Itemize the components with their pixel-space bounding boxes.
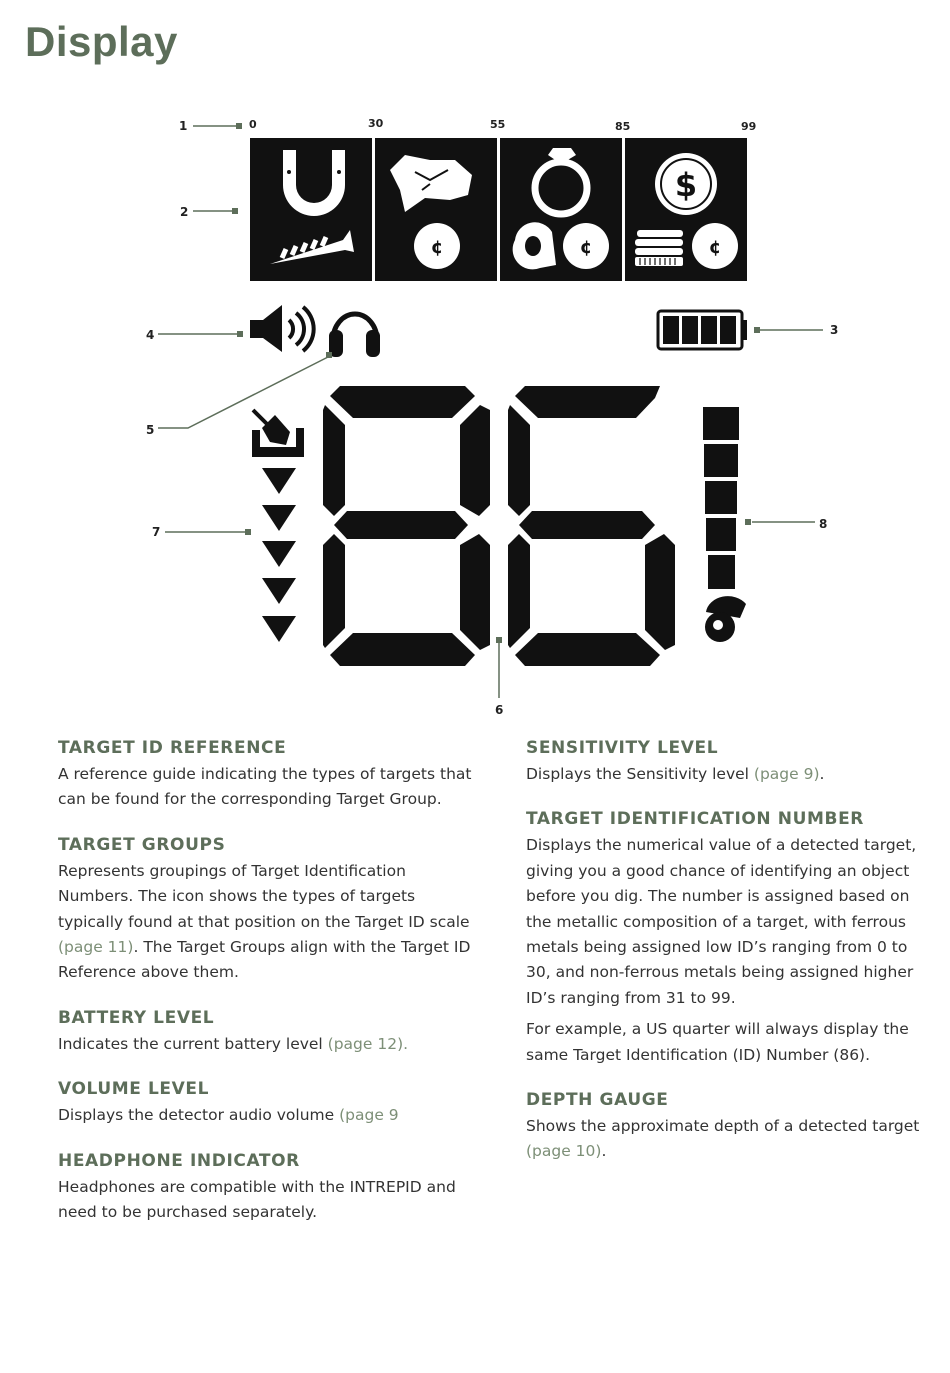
- dollar-coin-icon: [655, 153, 717, 215]
- callout-8: 8: [819, 517, 828, 531]
- section-body: Headphones are compatible with the INTREPID and need to be purchased separately.: [58, 1177, 456, 1222]
- svg-text:$: $: [674, 166, 698, 204]
- page-title: Display: [25, 18, 178, 65]
- sensitivity-arrow-1: [262, 468, 296, 494]
- depth-bar-3: [705, 481, 737, 514]
- digit-8: [323, 386, 490, 666]
- sensitivity-arrow-5: [262, 616, 296, 642]
- headphones-icon: [329, 314, 380, 357]
- section-body: Displays the detector audio volume (page 9: [58, 1106, 399, 1125]
- target-groups: [250, 138, 747, 281]
- right-description-column: [526, 738, 926, 1187]
- section-heading: BATTERY LEVEL: [58, 1007, 215, 1028]
- page-link[interactable]: (page 9): [753, 765, 820, 783]
- callout-6: 6: [495, 703, 504, 717]
- depth-bar-1: [703, 407, 739, 440]
- scale-tick-55: 55: [490, 118, 506, 131]
- section-target-identification-number: [526, 809, 926, 1068]
- svg-text:¢: ¢: [430, 237, 444, 258]
- sensitivity-arrow-4: [262, 578, 296, 604]
- sensitivity-arrow-2: [262, 505, 296, 531]
- depth-gauge: [703, 407, 746, 642]
- scale-tick-0: 0: [249, 118, 257, 131]
- section-heading: HEADPHONE INDICATOR: [58, 1150, 300, 1171]
- sensitivity-level-arrows: [262, 468, 296, 642]
- coin-icon: [414, 223, 460, 269]
- section-heading: SENSITIVITY LEVEL: [526, 738, 719, 758]
- digit-6: [508, 386, 675, 666]
- section-depth-gauge: [526, 1090, 926, 1165]
- callout-1: 1: [179, 119, 188, 133]
- coin-icon: [692, 223, 738, 269]
- section-battery-level: [58, 1008, 478, 1057]
- section-body: Represents groupings of Target Identification Numbers. The icon shows the types of targets typically found at that position on the Target ID scale (page 11). The Target Groups align with the Target ID Reference above them.: [58, 861, 471, 982]
- section-body: A reference guide indicating the types of targets that can be found for the corresponding Target Group.: [58, 765, 472, 809]
- section-body-example: For example, a US quarter will always display the same Target Identification (ID) Number (86).: [526, 1020, 909, 1064]
- section-heading: TARGET GROUPS: [58, 834, 226, 855]
- callout-5: 5: [146, 423, 155, 437]
- section-body: Displays the Sensitivity level (page 9).: [526, 765, 825, 783]
- callout-2: 2: [180, 205, 189, 219]
- section-heading: DEPTH GAUGE: [526, 1090, 669, 1111]
- coin-stack-icon: [635, 230, 683, 266]
- section-volume-level: [58, 1079, 478, 1128]
- page-link[interactable]: (page 12).: [327, 1034, 409, 1053]
- section-heading: TARGET IDENTIFICATION NUMBER: [526, 809, 864, 830]
- scale-tick-85: 85: [615, 120, 631, 133]
- scale-tick-99: 99: [741, 120, 757, 133]
- depth-object-icon: [705, 596, 746, 642]
- target-id-number-digits: [323, 386, 675, 666]
- battery-icon: [658, 311, 747, 349]
- section-body: Indicates the current battery level (page 12).: [58, 1034, 409, 1053]
- depth-bar-4: [706, 518, 736, 551]
- page-link[interactable]: (page 11): [58, 938, 134, 957]
- page-link[interactable]: (page 9: [339, 1106, 399, 1125]
- depth-bar-5: [708, 555, 735, 589]
- svg-text:¢: ¢: [579, 237, 593, 258]
- sensitivity-arrow-3: [262, 541, 296, 567]
- section-heading: VOLUME LEVEL: [58, 1079, 210, 1100]
- section-sensitivity-level: [526, 738, 926, 787]
- callout-4: 4: [146, 328, 155, 342]
- section-headphone-indicator: [58, 1151, 478, 1226]
- coin-icon: [563, 223, 609, 269]
- callout-3: 3: [830, 323, 839, 337]
- shovel-icon: [252, 410, 304, 457]
- section-body: Displays the numerical value of a detected target, giving you a good chance of identifying an object before you dig. The number is assigned based on the metallic composition of a target, with ferrous metals being assigned low ID’s ranging from 0 to 30, and non-ferrous metals being assigned higher ID’s ranging from 31 to 99.: [526, 836, 917, 1007]
- callout-7: 7: [152, 525, 161, 539]
- page-link[interactable]: (page 10): [526, 1142, 602, 1161]
- depth-bar-2: [704, 444, 738, 477]
- speaker-volume-icon: [250, 305, 314, 352]
- section-heading: TARGET ID REFERENCE: [58, 738, 287, 758]
- svg-text:¢: ¢: [708, 237, 722, 258]
- section-target-groups: [58, 835, 478, 986]
- section-body: Shows the approximate depth of a detected target (page 10).: [526, 1117, 920, 1161]
- left-description-column: [58, 738, 478, 1247]
- scale-tick-30: 30: [368, 117, 384, 130]
- section-target-id-reference: [58, 738, 478, 813]
